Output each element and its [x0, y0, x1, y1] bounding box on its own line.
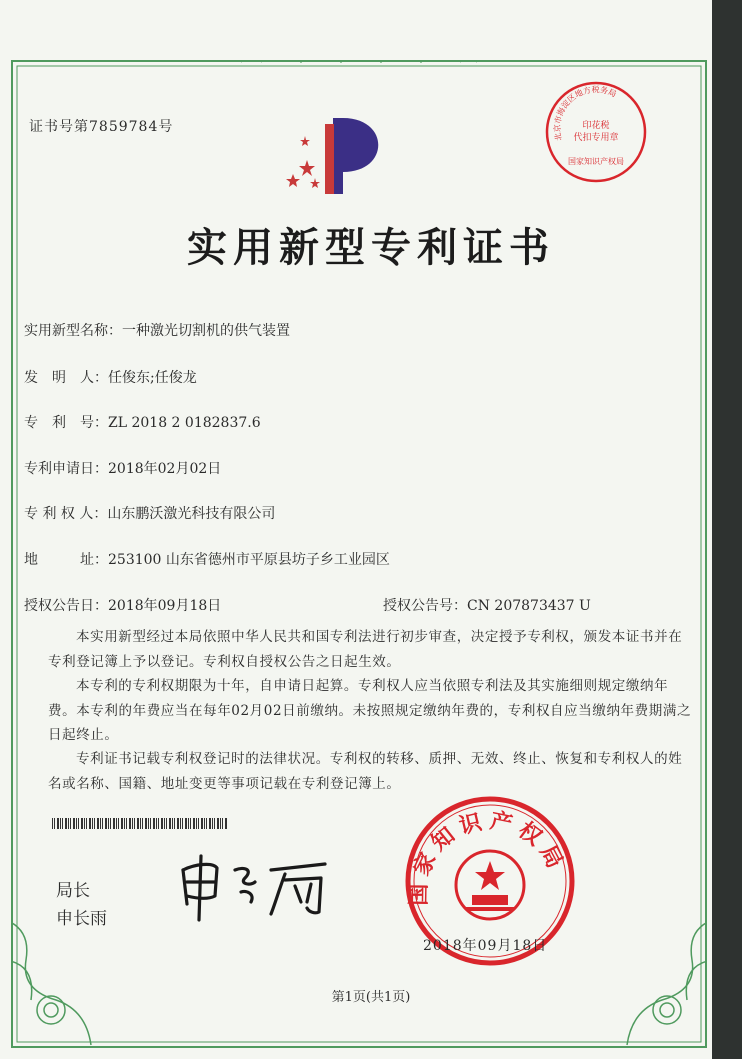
- svg-text:代扣专用章: 代扣专用章: [573, 133, 619, 143]
- field-label: 地 址：: [24, 552, 108, 568]
- field-label: 专利申请日：: [24, 461, 108, 477]
- field-patent-number: [24, 412, 261, 432]
- field-utility-model-name: [24, 320, 290, 340]
- paragraph-term: 本专利的专利权期限为十年，自申请日起算。专利权人应当依照专利法及其实施细则规定缴纳年费。本专利的年费应当在每年02月02日前缴纳。未按照规定缴纳年费的，专利权自应当缴纳年费期满之日起终止。: [48, 678, 692, 743]
- field-inventor: [24, 367, 197, 387]
- field-filing-date: [24, 458, 221, 478]
- field-label: 授权公告号：: [383, 598, 467, 614]
- field-label: 实用新型名称：: [24, 323, 122, 339]
- director-name: 申长雨: [56, 909, 107, 929]
- logo-star: [300, 136, 310, 146]
- field-grant-number: [383, 595, 591, 615]
- field-value: 2018年09月18日: [108, 598, 222, 614]
- svg-text:印花税: 印花税: [582, 121, 610, 131]
- logo-p-shape: [333, 118, 378, 194]
- logo-star: [286, 174, 300, 187]
- svg-text:北京市海淀区地方税务局: 北京市海淀区地方税务局: [552, 85, 618, 142]
- svg-text:国家知识产权局: 国家知识产权局: [406, 808, 570, 906]
- logo-star: [310, 178, 320, 188]
- scan-edge: [712, 0, 742, 1059]
- field-value: ZL 2018 2 0182837.6: [108, 415, 261, 431]
- field-grant-date: [24, 595, 221, 615]
- field-label: 授权公告日：: [24, 598, 108, 614]
- field-label: 发 明 人：: [24, 370, 108, 386]
- certificate-title: 实用新型专利证书: [187, 224, 555, 271]
- field-value: 2018年02月02日: [108, 461, 222, 477]
- field-value: CN 207873437 U: [467, 598, 591, 614]
- emblem-star: [475, 861, 505, 890]
- field-value: 山东鹏沃激光科技有限公司: [107, 506, 276, 522]
- page-footer: 第1页(共1页): [331, 990, 411, 1005]
- issue-date: 2018年09月18日: [423, 938, 548, 954]
- field-patentee: [24, 503, 275, 523]
- paragraph-grant: 本实用新型经过本局依照中华人民共和国专利法进行初步审查，决定授予专利权，颁发本证书并在专利登记簿上予以登记。专利权自授权公告之日起生效。: [48, 629, 683, 670]
- field-value: 一种激光切割机的供气装置: [122, 323, 290, 339]
- tax-seal-stamp: [544, 80, 648, 184]
- director-signature: [175, 852, 335, 922]
- field-address: [24, 549, 390, 569]
- certificate-number: 证书号第7859784号: [29, 119, 174, 135]
- field-value: 253100 山东省德州市平原县坊子乡工业园区: [108, 552, 390, 568]
- field-value: 任俊东;任俊龙: [108, 370, 197, 386]
- logo-star: [299, 160, 315, 176]
- director-title: 局长: [56, 881, 90, 901]
- barcode: [52, 818, 228, 829]
- patent-office-logo: [285, 112, 390, 202]
- field-label: 专 利 号：: [24, 415, 108, 431]
- paragraph-legal-status: 专利证书记载专利权登记时的法律状况。专利权的转移、质押、无效、终止、恢复和专利权人的姓名或名称、国籍、地址变更等事项记载在专利登记簿上。: [48, 751, 683, 792]
- svg-text:国家知识产权局: 国家知识产权局: [568, 157, 624, 166]
- field-label: 专 利 权 人：: [24, 506, 108, 522]
